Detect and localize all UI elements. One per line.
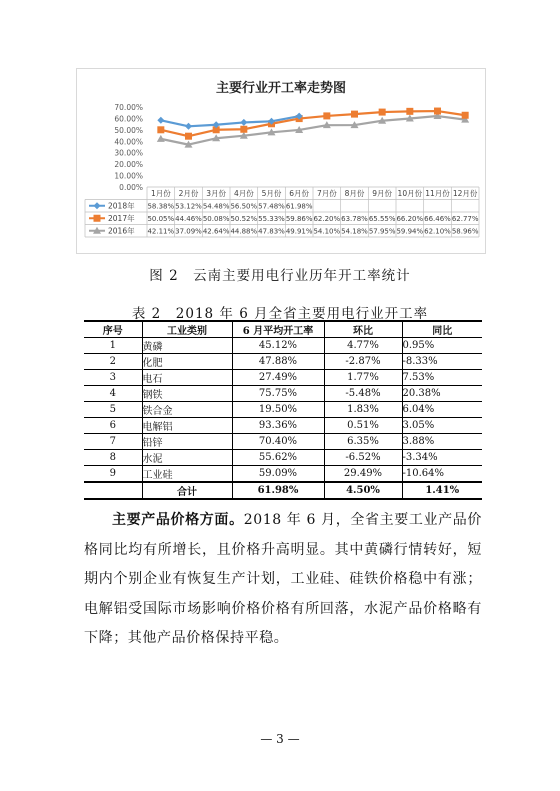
row-category: 水泥 <box>142 450 232 466</box>
data-point <box>240 119 247 126</box>
y-tick-label: 50.00% <box>114 125 143 135</box>
x-tick-label: 2月份 <box>178 189 199 198</box>
row-yoy: -8.33% <box>402 354 482 370</box>
row-rate: 75.75% <box>232 386 324 402</box>
data-label: 42.64% <box>202 227 230 236</box>
data-label: 47.83% <box>258 227 285 236</box>
data-point <box>462 112 469 119</box>
x-tick-label: 7月份 <box>316 189 337 198</box>
figure-caption: 图 2 云南主要用电行业历年开工率统计 <box>149 268 411 284</box>
row-mom: 1.83% <box>324 402 402 418</box>
x-tick-label: 12月份 <box>452 189 478 198</box>
table-row <box>84 354 482 370</box>
row-yoy: -3.34% <box>402 450 482 466</box>
row-index: 9 <box>84 466 142 483</box>
data-label: 54.48% <box>202 202 230 211</box>
row-mom: -6.52% <box>324 450 402 466</box>
row-mom: -2.87% <box>324 354 402 370</box>
line-chart <box>76 68 486 254</box>
data-label: 49.91% <box>285 227 313 236</box>
row-mom: 6.35% <box>324 434 402 450</box>
row-mom: 4.77% <box>324 338 402 354</box>
row-yoy: 7.53% <box>402 370 482 386</box>
x-tick-label: 3月份 <box>206 189 227 198</box>
data-label: 57.48% <box>258 202 285 211</box>
row-mom: 1.77% <box>324 370 402 386</box>
table-caption: 表 2 2018 年 6 月全省主要用电行业开工率 <box>131 306 429 322</box>
y-tick-label: 30.00% <box>114 148 143 158</box>
row-category: 钢铁 <box>142 386 232 402</box>
data-point <box>406 108 413 115</box>
row-yoy: 3.05% <box>402 418 482 434</box>
series-line <box>161 111 465 136</box>
row-rate: 55.62% <box>232 450 324 466</box>
data-label: 61.98% <box>285 202 313 211</box>
y-tick-label: 0.00% <box>119 183 143 192</box>
x-tick-label: 9月份 <box>372 189 393 198</box>
header-yoy: 同比 <box>402 321 482 338</box>
row-index: 2 <box>84 354 142 370</box>
data-point <box>434 108 441 115</box>
paragraph-lead: 主要产品价格方面。 <box>112 512 244 528</box>
data-point <box>240 126 247 133</box>
y-tick-label: 20.00% <box>114 160 143 170</box>
data-label: 50.05% <box>147 215 175 223</box>
y-tick-label: 60.00% <box>114 114 143 124</box>
data-point <box>157 117 164 124</box>
row-index: 8 <box>84 450 142 466</box>
row-index: 3 <box>84 370 142 386</box>
row-yoy: 20.38% <box>402 386 482 402</box>
x-tick-label: 4月份 <box>233 189 254 198</box>
data-label: 62.20% <box>313 215 341 223</box>
data-label: 63.78% <box>341 215 368 223</box>
row-yoy: 3.88% <box>402 434 482 450</box>
data-label: 58.38% <box>147 202 175 211</box>
chart-svg <box>77 69 485 253</box>
data-label: 44.88% <box>230 227 258 236</box>
total-rate: 61.98% <box>232 482 324 499</box>
data-point <box>351 111 358 118</box>
x-tick-label: 6月份 <box>289 189 310 198</box>
data-label: 37.09% <box>175 227 202 236</box>
legend-marker <box>94 202 101 209</box>
row-yoy: 6.04% <box>402 402 482 418</box>
header-index: 序号 <box>84 321 142 338</box>
data-label: 50.08% <box>202 215 230 223</box>
data-label: 42.11% <box>147 227 175 236</box>
table-total-row <box>84 482 482 499</box>
data-label: 59.94% <box>396 227 424 236</box>
table-row <box>84 402 482 418</box>
table-row <box>84 434 482 450</box>
data-label: 54.10% <box>313 227 341 236</box>
legend-label: 2018年 <box>108 201 135 211</box>
total-yoy: 1.41% <box>402 482 482 499</box>
utilization-table <box>84 320 482 500</box>
data-label: 50.52% <box>230 215 258 223</box>
data-point <box>157 126 164 133</box>
table-row <box>84 338 482 354</box>
table-row <box>84 466 482 483</box>
y-tick-label: 40.00% <box>114 137 143 147</box>
paragraph-body: 2018 年 6 月，全省主要工业产品价格同比均有所增长，且价格升高明显。其中黄磷行情转好，短期内个别企业有恢复生产计划，工业硅、硅铁价格稳中有涨；电解铝受国际市场影响价格价格有所回落，水泥产品价格略有下降；其他产品价格保持平稳。 <box>84 512 482 646</box>
data-label: 44.46% <box>175 215 202 223</box>
x-tick-label: 1月份 <box>150 189 171 198</box>
data-label: 57.95% <box>368 227 396 236</box>
row-category: 电石 <box>142 370 232 386</box>
data-label: 58.96% <box>451 227 479 236</box>
series-line <box>161 116 299 126</box>
row-yoy: 0.95% <box>402 338 482 354</box>
legend-label: 2017年 <box>108 214 135 223</box>
data-label: 62.77% <box>451 215 479 223</box>
data-label: 66.46% <box>424 215 451 223</box>
x-tick-label: 5月份 <box>261 189 282 198</box>
data-label: 59.86% <box>285 215 313 223</box>
table-header-row <box>84 321 482 338</box>
table-row <box>84 370 482 386</box>
row-rate: 45.12% <box>232 338 324 354</box>
row-category: 铅锌 <box>142 434 232 450</box>
data-label: 53.12% <box>175 202 202 211</box>
total-label: 合计 <box>142 482 232 499</box>
row-index: 7 <box>84 434 142 450</box>
data-label: 55.33% <box>258 215 285 223</box>
header-mom: 环比 <box>324 321 402 338</box>
row-rate: 70.40% <box>232 434 324 450</box>
row-category: 电解铝 <box>142 418 232 434</box>
legend-label: 2016年 <box>108 226 135 236</box>
data-label: 62.10% <box>424 227 451 236</box>
data-label: 65.55% <box>368 215 396 223</box>
total-mom: 4.50% <box>324 482 402 499</box>
data-point <box>185 133 192 140</box>
x-tick-label: 8月份 <box>344 189 365 198</box>
data-label: 66.20% <box>396 215 424 223</box>
data-label: 54.18% <box>341 227 368 236</box>
row-mom: 29.49% <box>324 466 402 483</box>
row-category: 铁合金 <box>142 402 232 418</box>
row-category: 工业硅 <box>142 466 232 483</box>
data-point <box>185 123 192 130</box>
data-label: 56.50% <box>230 202 258 211</box>
row-mom: -5.48% <box>324 386 402 402</box>
data-point <box>323 112 330 119</box>
x-tick-label: 11月份 <box>425 189 450 198</box>
series-line <box>161 116 465 145</box>
row-index: 5 <box>84 402 142 418</box>
row-yoy: -10.64% <box>402 466 482 483</box>
data-point <box>379 109 386 116</box>
row-rate: 59.09% <box>232 466 324 483</box>
row-index: 4 <box>84 386 142 402</box>
row-rate: 27.49% <box>232 370 324 386</box>
body-paragraph <box>84 506 482 654</box>
table-row <box>84 418 482 434</box>
row-mom: 0.51% <box>324 418 402 434</box>
row-category: 化肥 <box>142 354 232 370</box>
table-row <box>84 386 482 402</box>
row-rate: 47.88% <box>232 354 324 370</box>
row-index: 1 <box>84 338 142 354</box>
y-tick-label: 10.00% <box>114 171 143 181</box>
table-row <box>84 450 482 466</box>
row-index: 6 <box>84 418 142 434</box>
x-tick-label: 10月份 <box>397 189 423 198</box>
header-rate: 6 月平均开工率 <box>232 321 324 338</box>
chart-title: 主要行业开工率走势图 <box>215 81 347 96</box>
y-tick-label: 70.00% <box>114 103 143 112</box>
total-index <box>84 482 142 499</box>
header-category: 工业类别 <box>142 321 232 338</box>
row-category: 黄磷 <box>142 338 232 354</box>
row-rate: 19.50% <box>232 402 324 418</box>
legend-marker <box>94 215 101 222</box>
row-rate: 93.36% <box>232 418 324 434</box>
page-number: — 3 — <box>260 732 300 746</box>
